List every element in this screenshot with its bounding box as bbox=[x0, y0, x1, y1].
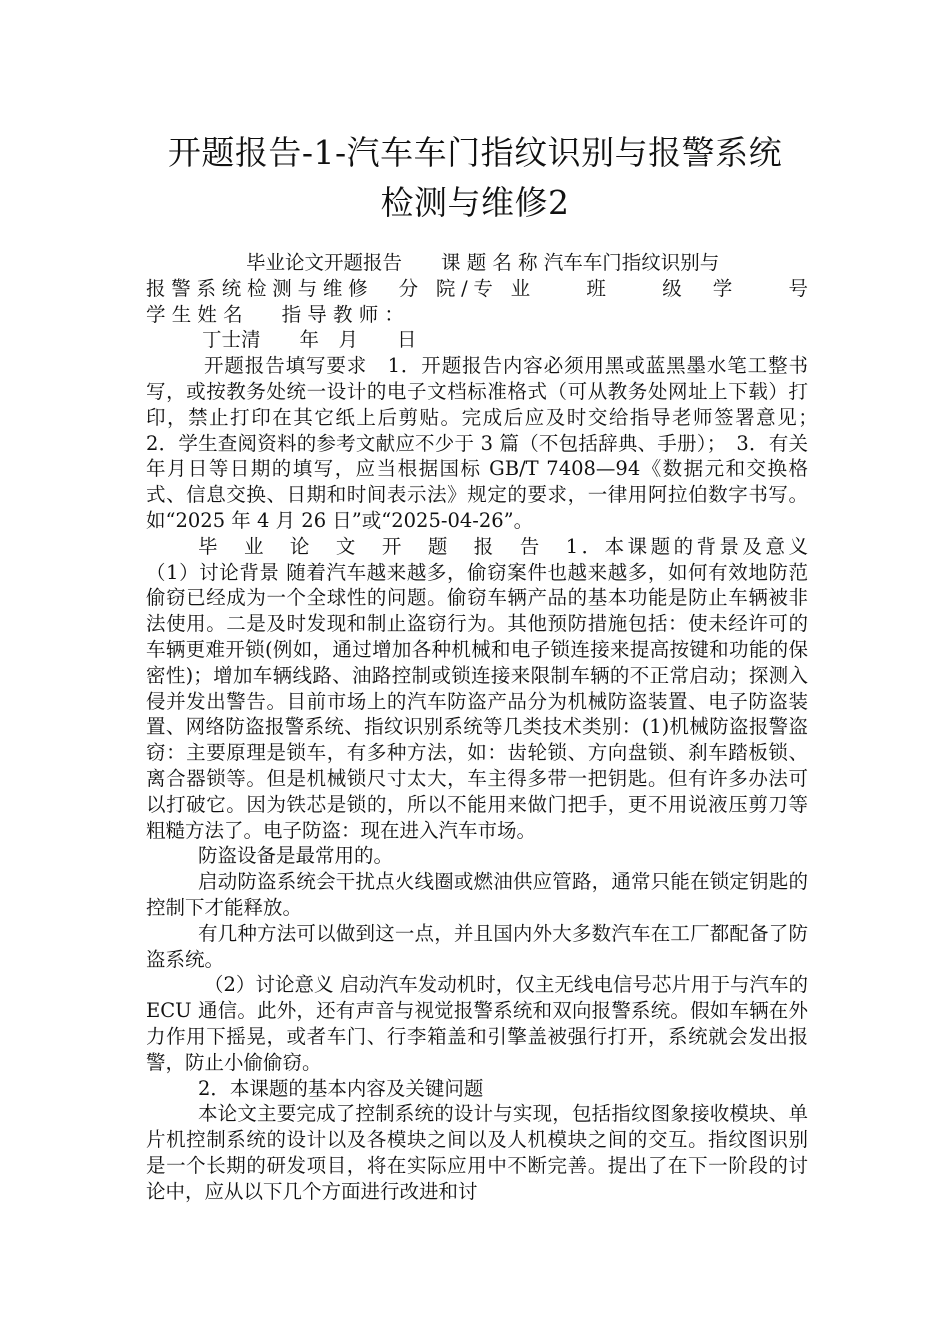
paragraph-antitheft-common: 防盗设备是最常用的。 bbox=[198, 844, 394, 868]
paragraph-ignition-system: 启动防盗系统会干扰点火线圈或燃油供应管路，通常只能在锁定钥匙的控制下才能释放。 bbox=[146, 870, 808, 919]
title-line-1: 开题报告-1-汽车车门指纹识别与报警系统 bbox=[167, 133, 783, 172]
paragraph-factory-systems: 有几种方法可以做到这一点，并且国内外大多数汽车在工厂都配备了防盗系统。 bbox=[146, 921, 808, 971]
cover-line-3: 学 生 姓 名 指 导 教 师 ： bbox=[146, 302, 404, 326]
background-paragraph: （1）讨论背景 随着汽车越来越多，偷窃案件也越来越多，如何有效地防范偷窃已经成为一个全球性的问题。偷窃车辆产品的基本功能是防止车辆被非法使用。二是及时发现和制止盗窃行为。其他预防措施包括：使未经许可的车辆更难开锁(例如，通过增加各种机械和电子锁连接来提高按键和功能的保密性)；增加车辆线路、油路控制或锁连接来限制车辆的不正常启动；探测入侵并发出警告。目前市场上的汽车防盗产品分为机械防盗装置、电子防盗装置、网络防盗报警系统、指纹识别系统等几类技术类别：(1)机械防盗报警盗窃：主要原理是锁车，有多种方法，如：齿轮锁、方向盘锁、刹车踏板锁、离合器锁等。但是机械锁尺寸太大，车主得多带一把钥匙。但有许多办法可以打破它。因为铁芯是锁的，所以不能用来做门把手，更不用说液压剪刀等粗糙方法了。电子防盗：现在进入汽车市场。 bbox=[146, 560, 808, 842]
document-body bbox=[146, 250, 828, 1204]
section-1-header: 毕 业 论 文 开 题 报 告 1．本课题的背景及意义 bbox=[198, 534, 808, 558]
document-title bbox=[110, 128, 840, 228]
title-line-2: 检测与维修2 bbox=[380, 183, 570, 222]
significance-paragraph: （2）讨论意义 启动汽车发动机时，仅主无线电信号芯片用于与汽车的 ECU 通信。此外，还有声音与视觉报警系统和双向报警系统。假如车辆在外力作用下摇晃，或者车门、行李箱盖和引擎盖被强行打开，系统就会发出报警，防止小偷偷窃。 bbox=[146, 973, 808, 1074]
cover-line-1: 毕业论文开题报告 课 题 名 称 汽车车门指纹识别与 bbox=[246, 251, 720, 274]
cover-line-2: 报警系统检测与维修 分 院/专 业 班 级 学 号 bbox=[146, 276, 808, 300]
section-2-paragraph: 本论文主要完成了控制系统的设计与实现，包括指纹图象接收模块、单片机控制系统的设计以及各模块之间以及人机模块之间的交互。指纹图识别是一个长期的研发项目，将在实际应用中不断完善。提出了在下一阶段的讨论中，应从以下几个方面进行改进和讨 bbox=[146, 1102, 808, 1203]
cover-line-4: 丁士清 年 月 日 bbox=[202, 328, 417, 352]
requirements-paragraph: 开题报告填写要求 1．开题报告内容必须用黑或蓝黑墨水笔工整书写，或按教务处统一设计的电子文档标准格式（可从教务处网址上下载）打印，禁止打印在其它纸上后剪贴。完成后应及时交给指导老师签署意见； 2．学生查阅资料的参考文献应不少于 3 篇（不包括辞典、手册）； 3．有关年月日等日期的填写，应当根据国标 GB/T 7408—94《数据元和交换格式、信息交换、日期和时间表示法》规定的要求，一律用阿拉伯数字书写。如“2025 年 4 月 26 日”或“2025-04-26”。 bbox=[146, 354, 828, 532]
section-2-heading: 2．本课题的基本内容及关键问题 bbox=[198, 1076, 484, 1100]
